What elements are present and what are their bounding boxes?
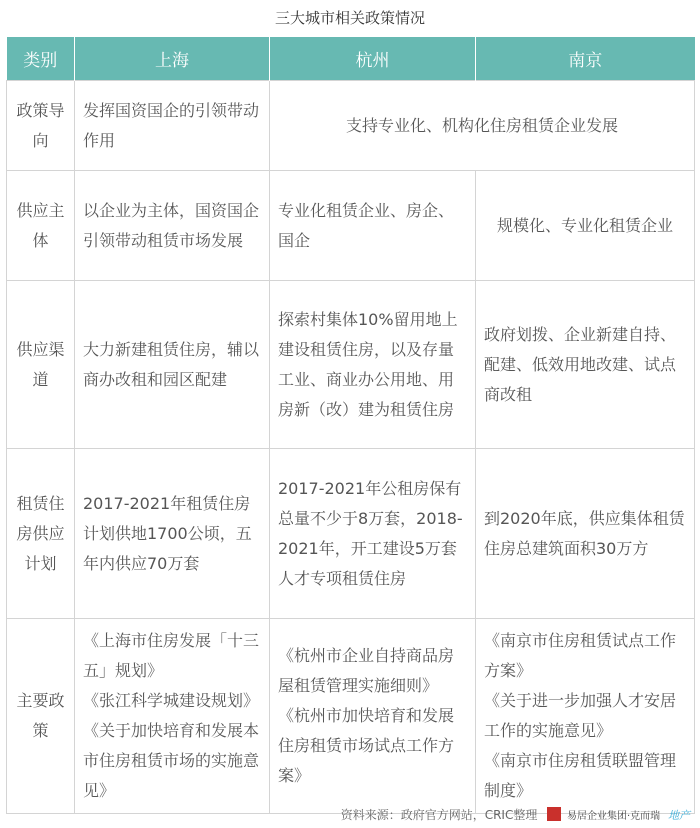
- policy-table: [6, 37, 695, 814]
- table-title: 三大城市相关政策情况: [274, 9, 425, 27]
- nanjing-cell: 到2020年底，供应集体租赁住房总建筑面积30万方: [476, 449, 695, 619]
- shanghai-cell: 以企业为主体，国资国企引领带动租赁市场发展: [75, 171, 270, 281]
- table-row: [7, 449, 695, 619]
- logo-accent: 地产: [668, 809, 690, 822]
- category-cell: 租赁住房供应计划: [7, 449, 75, 619]
- hangzhou-cell: 2017-2021年公租房保有总量不少于8万套，2018-2021年，开工建设5万套人才专项租赁住房: [270, 449, 476, 619]
- header-category: 类别: [7, 37, 75, 81]
- nanjing-cell: 政府划拨、企业新建自持、配建、低效用地改建、试点商改租: [476, 281, 695, 449]
- policy-item: 《关于加快培育和发展本市住房租赁市场的实施意见》: [83, 721, 260, 800]
- nanjing-cell: [476, 619, 695, 814]
- source-footer: [0, 804, 690, 826]
- header-shanghai: 上海: [75, 37, 270, 81]
- policy-item: 《上海市住房发展「十三五」规划》: [83, 631, 260, 680]
- category-cell: 供应主体: [7, 171, 75, 281]
- shanghai-cell: 2017-2021年租赁住房计划供地1700公顷，五年内供应70万套: [75, 449, 270, 619]
- nanjing-cell: 规模化、专业化租赁企业: [476, 171, 695, 281]
- category-cell: 政策导向: [7, 81, 75, 171]
- header-hangzhou: 杭州: [270, 37, 476, 81]
- policy-item: 《张江科学城建设规划》: [83, 691, 260, 710]
- cric-logo-icon: [547, 807, 561, 821]
- hangzhou-cell: [270, 619, 476, 814]
- shanghai-cell: [75, 619, 270, 814]
- header-nanjing: 南京: [476, 37, 695, 81]
- category-cell: 主要政策: [7, 619, 75, 814]
- logo-text: 易居企业集团·克而瑞: [566, 811, 661, 822]
- policy-item: 《南京市住房租赁试点工作方案》: [484, 631, 677, 680]
- category-cell: 供应渠道: [7, 281, 75, 449]
- policy-item: 《杭州市企业自持商品房屋租赁管理实施细则》: [278, 646, 455, 695]
- header-row: [7, 37, 695, 81]
- table-row: [7, 281, 695, 449]
- table-row: [7, 81, 695, 171]
- table-row: [7, 619, 695, 814]
- policy-item: 《关于进一步加强人才安居工作的实施意见》: [484, 691, 677, 740]
- source-text: 资料来源：政府官方网站，CRIC整理: [340, 808, 538, 822]
- policy-item: 《南京市住房租赁联盟管理制度》: [484, 751, 677, 800]
- policy-item: 《杭州市加快培育和发展住房租赁市场试点工作方案》: [278, 706, 455, 785]
- merged-cell: 支持专业化、机构化住房租赁企业发展: [270, 81, 695, 171]
- hangzhou-cell: 探索村集体10%留用地上建设租赁住房，以及存量工业、商业办公用地、用房新（改）建为租赁住房: [270, 281, 476, 449]
- shanghai-cell: 大力新建租赁住房，辅以商办改租和园区配建: [75, 281, 270, 449]
- shanghai-cell: 发挥国资国企的引领带动作用: [75, 81, 270, 171]
- table-row: [7, 171, 695, 281]
- hangzhou-cell: 专业化租赁企业、房企、国企: [270, 171, 476, 281]
